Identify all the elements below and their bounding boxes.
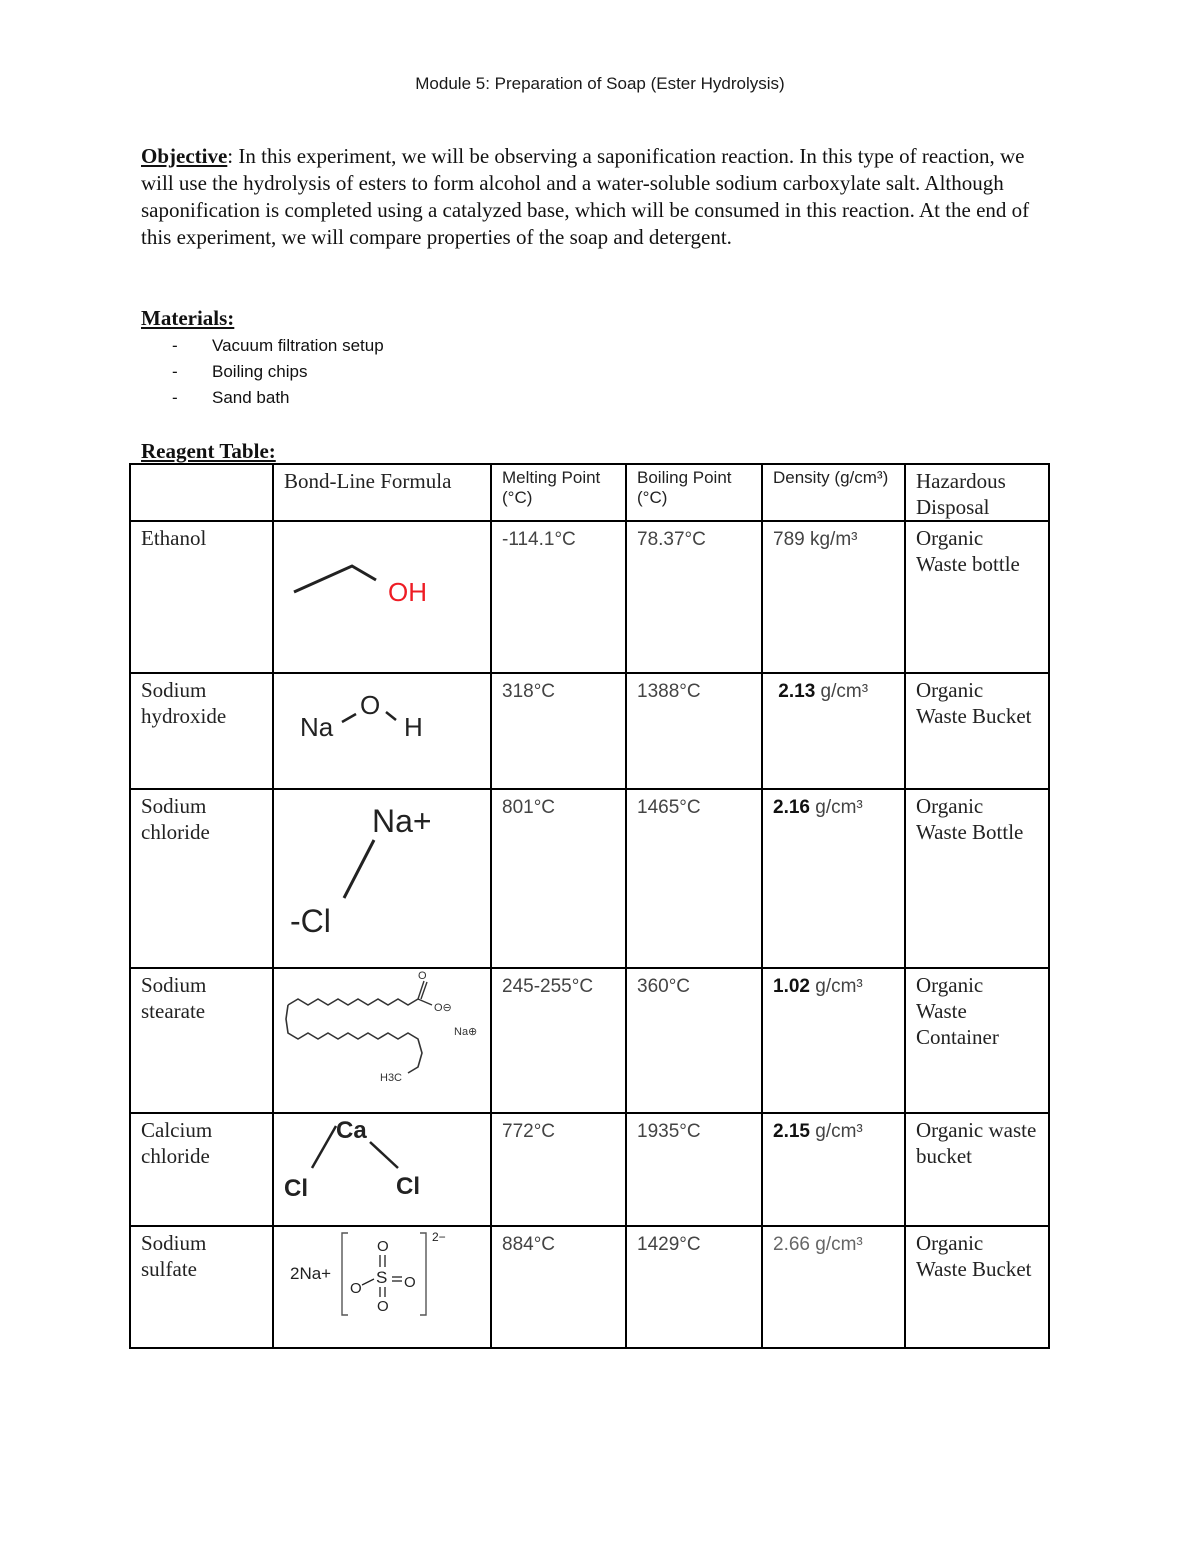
svg-text:O: O xyxy=(350,1280,362,1297)
disposal: Organic Waste bottle xyxy=(905,521,1049,673)
melting-point: 772°C xyxy=(502,1121,556,1142)
table-row xyxy=(130,968,1049,1113)
table-row xyxy=(130,1113,1049,1226)
reagent-table-heading: Reagent Table: xyxy=(141,439,276,463)
reagent-name: Sodium stearate xyxy=(130,968,273,1113)
svg-text:H3C: H3C xyxy=(380,1072,403,1084)
reagent-name: Calcium chloride xyxy=(130,1113,273,1226)
materials-list xyxy=(172,333,384,411)
boiling-point: 78.37°C xyxy=(637,529,706,550)
svg-text:2Na+: 2Na+ xyxy=(290,1264,332,1283)
objective-label: Objective xyxy=(141,144,228,168)
svg-text:2−: 2− xyxy=(432,1230,446,1244)
list-item: - Vacuum filtration setup xyxy=(172,336,384,355)
oh-label: OH xyxy=(388,577,427,607)
density: g/cm³ xyxy=(815,681,869,702)
reagent-name: Sodium sulfate xyxy=(130,1226,273,1348)
cacl2-structure xyxy=(273,1113,491,1226)
svg-text:O: O xyxy=(360,690,381,720)
density-bold: 2.15 xyxy=(773,1121,810,1142)
cacl2-bond-line xyxy=(274,1114,488,1223)
melting-point: -114.1°C xyxy=(502,529,576,550)
disposal: Organic Waste Container xyxy=(905,968,1049,1113)
reagent-table xyxy=(129,463,1050,1349)
header-cell: Density (g/cm³) xyxy=(762,464,905,521)
reagent-name: Sodium chloride xyxy=(130,789,273,968)
table-row xyxy=(130,1226,1049,1348)
svg-text:Na+: Na+ xyxy=(372,803,432,839)
svg-text:O: O xyxy=(404,1274,416,1291)
header-cell: Melting Point (°C) xyxy=(491,464,626,521)
naoh-bond-line xyxy=(274,674,488,786)
objective-text: : In this experiment, we will be observing a saponification reaction. In this type of reaction, we will use the hydrolysis of esters to form alcohol and a water-soluble sodium carboxylate salt. Although saponification is completed using a catalyzed base, which will be consumed in this reaction. At the end of this experiment, we will compare properties of the soap and detergent. xyxy=(141,144,1030,249)
boiling-point: 360°C xyxy=(637,976,691,997)
svg-text:H: H xyxy=(404,712,423,742)
nacl-bond-line xyxy=(274,790,488,965)
ethanol-structure xyxy=(273,521,491,673)
melting-point: 318°C xyxy=(502,681,556,702)
page-title: Module 5: Preparation of Soap (Ester Hydrolysis) xyxy=(415,74,785,93)
materials-heading: Materials: xyxy=(141,306,235,330)
objective-paragraph xyxy=(141,143,1061,251)
svg-text:O: O xyxy=(377,1238,389,1255)
density-bold: 2.13 xyxy=(778,681,816,702)
svg-text:S: S xyxy=(376,1268,388,1287)
density: g/cm³ xyxy=(809,1121,863,1142)
melting-point: 245-255°C xyxy=(502,976,594,997)
density-bold: 2.16 xyxy=(773,797,810,818)
boiling-point: 1935°C xyxy=(637,1121,701,1142)
stearate-structure xyxy=(273,968,491,1113)
table-row xyxy=(130,673,1049,789)
reagent-name: Ethanol xyxy=(130,521,273,673)
list-item: - Boiling chips xyxy=(172,362,308,381)
svg-text:Na: Na xyxy=(300,712,334,742)
svg-text:Ca: Ca xyxy=(336,1117,367,1144)
density: g/cm³ xyxy=(809,976,863,997)
density: 2.66 g/cm³ xyxy=(773,1234,863,1255)
svg-text:Cl: Cl xyxy=(396,1173,420,1200)
density: g/cm³ xyxy=(809,797,863,818)
boiling-point: 1429°C xyxy=(637,1234,701,1255)
table-row xyxy=(130,789,1049,968)
ethanol-bond-line xyxy=(274,522,488,670)
na2so4-structure xyxy=(273,1226,491,1348)
disposal: Organic Waste Bucket xyxy=(905,1226,1049,1348)
melting-point: 801°C xyxy=(502,797,556,818)
density-bold: 1.02 xyxy=(773,976,810,997)
header-cell: Boiling Point (°C) xyxy=(626,464,762,521)
header-cell xyxy=(130,464,273,521)
header-cell: Hazardous Disposal xyxy=(905,464,1049,521)
table-header-row xyxy=(130,464,1049,521)
melting-point: 884°C xyxy=(502,1234,556,1255)
svg-text:-Cl: -Cl xyxy=(290,903,331,939)
header-cell: Bond-Line Formula xyxy=(273,464,491,521)
disposal: Organic Waste Bottle xyxy=(905,789,1049,968)
nacl-structure xyxy=(273,789,491,968)
svg-text:Cl: Cl xyxy=(284,1175,308,1202)
boiling-point: 1465°C xyxy=(637,797,701,818)
reagent-name: Sodium hydroxide xyxy=(130,673,273,789)
naoh-structure xyxy=(273,673,491,789)
stearate-bond-line xyxy=(274,969,488,1110)
disposal: Organic Waste Bucket xyxy=(905,673,1049,789)
boiling-point: 1388°C xyxy=(637,681,701,702)
list-item: - Sand bath xyxy=(172,388,290,407)
svg-text:O: O xyxy=(377,1298,389,1315)
na2so4-bond-line xyxy=(274,1227,488,1345)
svg-text:O: O xyxy=(418,970,427,982)
disposal: Organic waste bucket xyxy=(905,1113,1049,1226)
density: 789 kg/m³ xyxy=(773,529,858,550)
svg-text:Na⊕: Na⊕ xyxy=(454,1026,478,1038)
svg-text:O⊖: O⊖ xyxy=(434,1002,452,1014)
table-row xyxy=(130,521,1049,673)
